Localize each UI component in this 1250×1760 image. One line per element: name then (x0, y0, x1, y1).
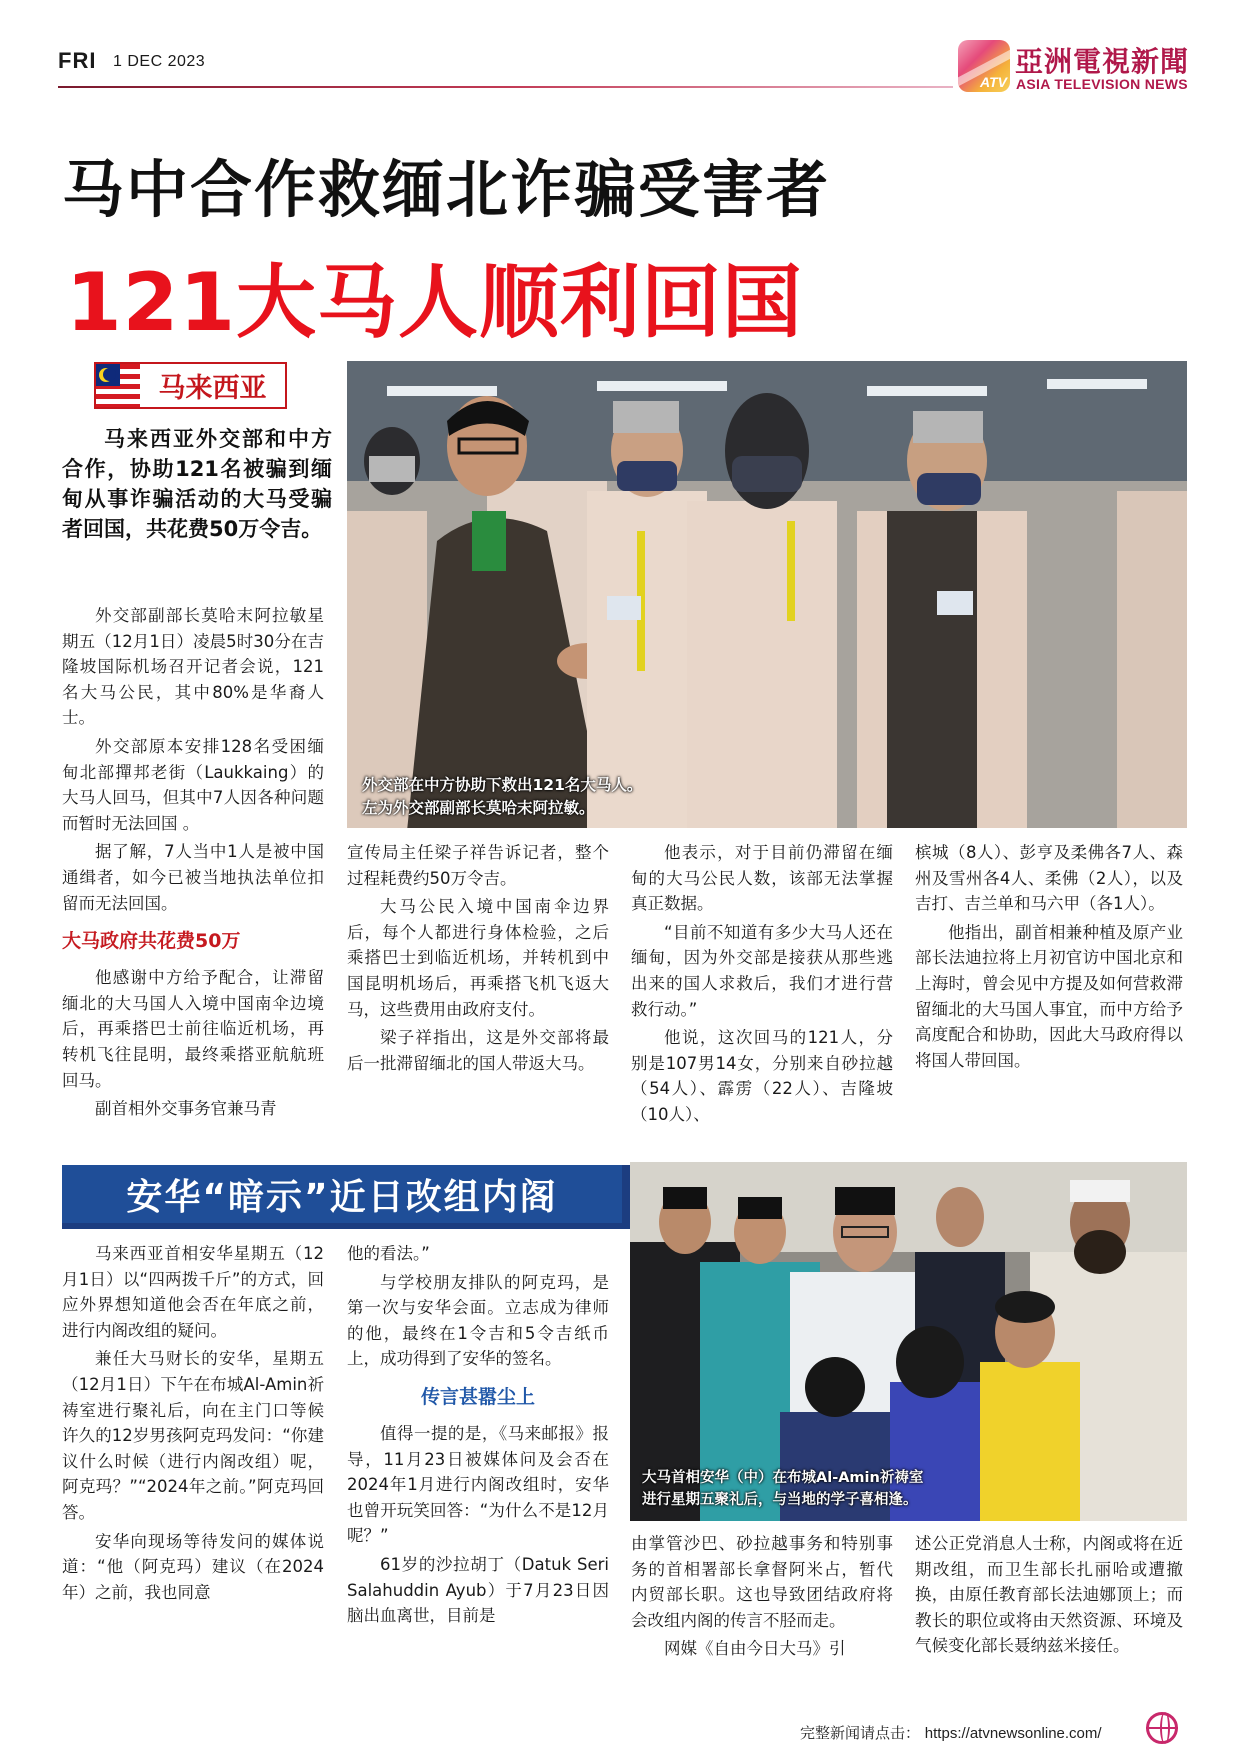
story2-photo (630, 1162, 1187, 1521)
story1-col2-paragraph-2: 大马公民入境中国南伞边界后，每个人都进行身体检验，之后乘搭巴士到临近机场，并转机到中国昆明机场后，再乘搭飞机飞返大马，这些费用由政府支付。 (347, 897, 609, 1019)
story1-photo-caption (362, 774, 642, 820)
story1-column-3 (631, 840, 893, 1131)
story1-lede: 马来西亚外交部和中方合作，协助121名被骗到缅甸从事诈骗活动的大马受骗者回国，共花费50万令吉。 (62, 427, 332, 541)
story1-photo-caption-line-1: 外交部在中方协助下救出121名大马人。 (362, 776, 643, 794)
story2-col3-paragraph-2: 网媒《自由今日大马》引 (664, 1639, 846, 1659)
story1-col1-paragraph-4: 他感谢中方给予配合，让滞留缅北的大马国人入境中国南伞边境后，再乘搭巴士前往临近机场，再转机飞往昆明，最终乘搭亚航航班回马。 (62, 968, 324, 1090)
story1-col2-paragraph-1: 宣传局主任梁子祥告诉记者，整个过程耗费约50万令吉。 (347, 843, 609, 888)
story2-headline: 安华“暗示”近日改组内阁 (62, 1165, 622, 1223)
story2-photo-caption (642, 1467, 923, 1511)
issue-day: FRI (58, 48, 97, 73)
brand-name-english: ASIA TELEVISION NEWS (1016, 76, 1188, 92)
story2-col1-paragraph-1: 马来西亚首相安华星期五（12月1日）以“四两拨千斤”的方式，回应外界想知道他会否在年底之前，进行内阁改组的疑问。 (62, 1244, 324, 1340)
headline-line-2: 121大马人顺利回国 (66, 256, 803, 349)
story2-col4-paragraph-1: 述公正党消息人士称，内阁或将在近期改组，而卫生部长扎丽哈或遭撤换，由原任教育部长法迪娜顶上；而教长的职位或将由天然资源、环境及气候变化部长聂纳兹米接任。 (915, 1534, 1183, 1656)
globe-icon[interactable] (1146, 1712, 1178, 1744)
story1-photo (347, 361, 1187, 828)
story1-col1-paragraph-1: 外交部副部长莫哈末阿拉敏星期五（12月1日）凌晨5时30分在吉隆坡国际机场召开记者会说，121名大马公民，其中80%是华裔人士。 (62, 606, 324, 728)
story2-col2-paragraph-1: 他的看法。” (347, 1244, 430, 1263)
footer-link[interactable]: https://atvnewsonline.com/ (924, 1725, 1102, 1742)
headline-line-1: 马中合作救缅北诈骗受害者 (62, 153, 831, 226)
story2-photo-caption-line-1: 大马首相安华（中）在布城Al-Amin祈祷室 (642, 1470, 924, 1486)
story1-subheading: 大马政府共花费50万 (62, 930, 241, 953)
story1-photo-caption-line-2: 左为外交部副部长莫哈末阿拉敏。 (362, 799, 595, 817)
story2-col3-paragraph-1: 由掌管沙巴、砂拉越事务和特别事务的首相署部长拿督阿米占，暂代内贸部长职。这也导致团结政府将会改组内阁的传言不胫而走。 (631, 1534, 893, 1630)
story2-col2-paragraph-2: 与学校朋友排队的阿克玛，是第一次与安华会面。立志成为律师的他，最终在1令吉和5令吉纸币上，成功得到了安华的签名。 (347, 1272, 609, 1369)
story2-column-4 (915, 1531, 1183, 1662)
story1-col3-paragraph-2: “目前不知道有多少大马人还在缅甸，因为外交部是接获从那些逃出来的国人求救后，我们才进行营救行动。” (631, 922, 893, 1019)
story2-col1-paragraph-3: 安华向现场等待发问的媒体说道：“他（阿克玛）建议（在2024年）之前，我也同意 (62, 1531, 324, 1602)
story1-col4-paragraph-1: 槟城（8人）、彭亨及柔佛各7人、森州及雪州各4人、柔佛（2人），以及吉打、吉兰单和马六甲（各1人）。 (915, 843, 1183, 914)
story1-column-2 (347, 840, 609, 1079)
story1-col1-paragraph-2: 外交部原本安排128名受困缅甸北部撣邦老街（Laukkaing）的大马人回马，但其中7人因各种问题而暂时无法回国 。 (62, 736, 324, 833)
story1-col2-paragraph-3: 梁子祥指出，这是外交部将最后一批滞留缅北的国人带返大马。 (347, 1028, 609, 1073)
story2-photo-caption-line-2: 进行星期五聚礼后，与当地的学子喜相逢。 (642, 1492, 918, 1508)
brand-name-chinese: 亞洲電視新聞 (1015, 45, 1190, 78)
atv-logo-icon[interactable] (958, 40, 1010, 92)
story2-col1-paragraph-2: 兼任大马财长的安华，星期五（12月1日）下午在布城Al-Amin祈祷室进行聚礼后，向在主门口等候许久的12岁男孩阿克玛发问：“你建议什么时候（进行内阁改组）呢，阿克玛？”“2024年之前。”阿克玛回答。 (62, 1349, 324, 1522)
section-tag-label: 马来西亚 (158, 373, 267, 404)
logo-badge: ATV (980, 74, 1007, 90)
story2-subheading: 传言甚嚣尘上 (420, 1385, 535, 1408)
story1-col1-paragraph-3: 据了解，7人当中1人是被中国通缉者，如今已被当地执法单位扣留而无法回国。 (62, 842, 324, 913)
header-rule (58, 86, 953, 88)
story2-column-2 (347, 1241, 609, 1632)
story2-column-1 (62, 1241, 324, 1608)
malaysia-flag-icon (96, 364, 140, 407)
section-tag (94, 362, 287, 409)
story2-column-3 (631, 1531, 893, 1665)
story1-col4-paragraph-2: 他指出，副首相兼种植及原产业部长法迪拉将上月初官访中国北京和上海时，曾会见中方提及如何营救滞留缅北的大马国人事宜，而中方给予高度配合和协助，因此大马政府得以将国人带回国。 (915, 922, 1183, 1070)
story2-col2-paragraph-3: 值得一提的是，《马来邮报》报导，11月23日被媒体问及会否在2024年1月进行内阁改组时，安华也曾开玩笑回答：“为什么不是12月呢？” (347, 1423, 609, 1546)
story1-column-4 (915, 840, 1183, 1076)
story2-col2-paragraph-4: 61岁的沙拉胡丁（Datuk Seri Salahuddin Ayub）于7月23日因脑出血离世，目前是 (347, 1554, 609, 1626)
story2-banner (62, 1165, 630, 1229)
issue-date: 1 DEC 2023 (113, 53, 206, 70)
story1-column-1 (62, 603, 324, 1125)
story1-col3-paragraph-1: 他表示，对于目前仍滞留在缅甸的大马公民人数，该部无法掌握真正数据。 (631, 843, 893, 914)
footer (800, 1722, 1102, 1743)
footer-label: 完整新闻请点击： (800, 1724, 921, 1742)
story1-col1-paragraph-5: 副首相外交事务官兼马青 (95, 1099, 277, 1119)
story1-col3-paragraph-3: 他说，这次回马的121人，分别是107男14女，分别来自砂拉越（54人）、霹雳（22人）、吉隆坡（10人）、 (631, 1028, 893, 1124)
